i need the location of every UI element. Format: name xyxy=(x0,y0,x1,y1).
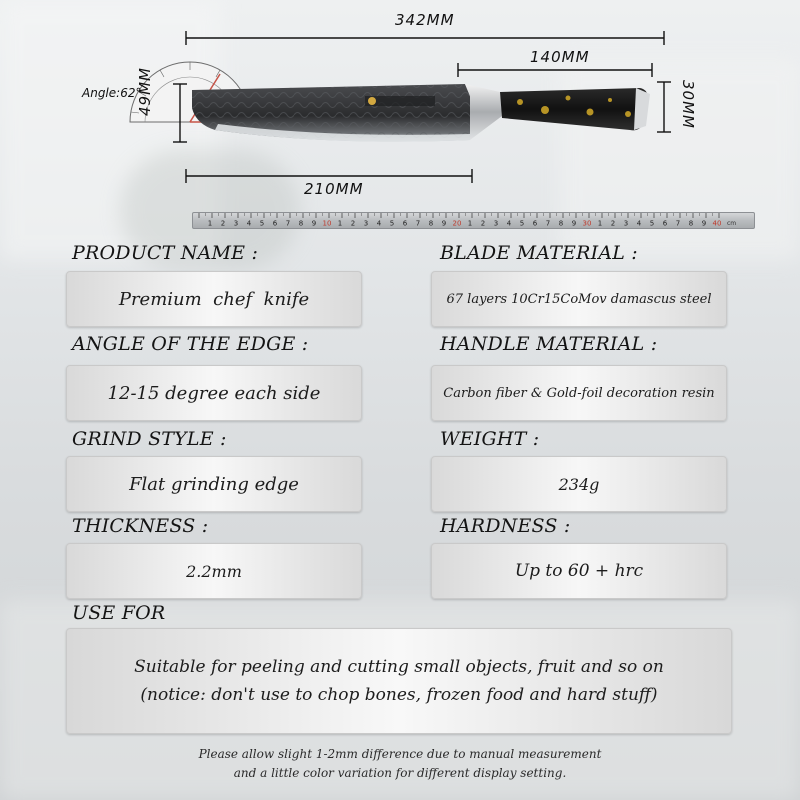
blade-height-label: 49MM xyxy=(136,67,154,116)
ruler-label: 4 xyxy=(636,219,642,228)
weight-value: 234g xyxy=(558,474,600,494)
handle-length-label: 140MM xyxy=(530,48,590,66)
product-name-value: Premium chef knife xyxy=(118,288,310,310)
ruler-label: 7 xyxy=(675,219,681,228)
ruler-label: 1 xyxy=(467,219,473,228)
ruler-label: 3 xyxy=(363,219,369,228)
weight-label: WEIGHT : xyxy=(440,428,540,450)
ruler-label: 9 xyxy=(571,219,577,228)
ruler-label: 3 xyxy=(493,219,499,228)
ruler-label: 20 xyxy=(452,219,462,228)
ruler-unit: cm xyxy=(727,220,737,227)
blade-material-value: 67 layers 10Cr15CoMov damascus steel xyxy=(446,291,712,307)
grind-style-value: Flat grinding edge xyxy=(129,473,299,495)
handle-height-label: 30MM xyxy=(679,80,697,129)
use-for-line-1: Suitable for peeling and cutting small objects, fruit and so on xyxy=(134,657,664,677)
ruler-label: 4 xyxy=(246,219,252,228)
ruler-label: 8 xyxy=(428,219,434,228)
hardness-card xyxy=(431,543,727,599)
ruler-label: 2 xyxy=(610,219,616,228)
grind-style-card xyxy=(66,456,362,512)
product-name-label: PRODUCT NAME : xyxy=(72,242,259,264)
ruler-label: 9 xyxy=(441,219,447,228)
grind-style-label: GRIND STYLE : xyxy=(72,428,227,450)
disclaimer-line-1: Please allow slight 1-2mm difference due to manual measurement xyxy=(198,747,602,761)
thickness-card xyxy=(66,543,362,599)
thickness-value: 2.2mm xyxy=(186,561,242,581)
ruler-ticks xyxy=(193,213,754,228)
ruler-label: 8 xyxy=(298,219,304,228)
ruler-label: 40 xyxy=(712,219,722,228)
angle-label: Angle:62° xyxy=(82,86,142,100)
ruler-label: 1 xyxy=(337,219,343,228)
angle-of-edge-label: ANGLE OF THE EDGE : xyxy=(72,333,309,355)
knife-dimension-diagram xyxy=(0,0,800,240)
ruler-label: 7 xyxy=(415,219,421,228)
angle-of-edge-value: 12-15 degree each side xyxy=(107,382,321,404)
ruler-label: 2 xyxy=(350,219,356,228)
hardness-value: Up to 60 + hrc xyxy=(514,561,644,581)
ruler-label: 1 xyxy=(207,219,213,228)
ruler-label: 2 xyxy=(220,219,226,228)
ruler-label: 5 xyxy=(649,219,655,228)
ruler-label: 2 xyxy=(480,219,486,228)
ruler-label: 5 xyxy=(389,219,395,228)
ruler-label: 3 xyxy=(623,219,629,228)
use-for-card xyxy=(66,628,732,734)
ruler-label: 7 xyxy=(285,219,291,228)
handle-material-value: Carbon fiber & Gold-foil decoration resin xyxy=(443,385,715,401)
ruler-label: 30 xyxy=(582,219,592,228)
disclaimer-line-2: and a little color variation for different display setting. xyxy=(233,766,567,780)
ruler-label: 6 xyxy=(402,219,408,228)
ruler-label: 9 xyxy=(701,219,707,228)
thickness-label: THICKNESS : xyxy=(72,515,209,537)
blade-material-label: BLADE MATERIAL : xyxy=(440,242,638,264)
ruler-label: 6 xyxy=(272,219,278,228)
blade-material-card xyxy=(431,271,727,327)
ruler-label: 8 xyxy=(558,219,564,228)
ruler-label: 6 xyxy=(662,219,668,228)
angle-of-edge-card xyxy=(66,365,362,421)
ruler-label: 3 xyxy=(233,219,239,228)
use-for-label: USE FOR xyxy=(72,602,166,624)
blade-length-label: 210MM xyxy=(304,180,364,198)
ruler-label: 8 xyxy=(688,219,694,228)
measuring-ruler xyxy=(192,212,755,229)
ruler-label: 5 xyxy=(519,219,525,228)
ruler-label: 1 xyxy=(597,219,603,228)
use-for-line-2: (notice: don't use to chop bones, frozen food and hard stuff) xyxy=(140,685,658,705)
knife-handle xyxy=(500,88,648,130)
ruler-label: 6 xyxy=(532,219,538,228)
ruler-label: 5 xyxy=(259,219,265,228)
knife-bolster xyxy=(465,84,502,140)
hardness-label: HARDNESS : xyxy=(440,515,571,537)
total-length-label: 342MM xyxy=(395,11,455,29)
weight-card xyxy=(431,456,727,512)
handle-material-card xyxy=(431,365,727,421)
ruler-label: 4 xyxy=(506,219,512,228)
ruler-label: 10 xyxy=(322,219,332,228)
ruler-label: 4 xyxy=(376,219,382,228)
handle-material-label: HANDLE MATERIAL : xyxy=(440,333,658,355)
ruler-label: 7 xyxy=(545,219,551,228)
ruler-label: 9 xyxy=(311,219,317,228)
product-name-card xyxy=(66,271,362,327)
